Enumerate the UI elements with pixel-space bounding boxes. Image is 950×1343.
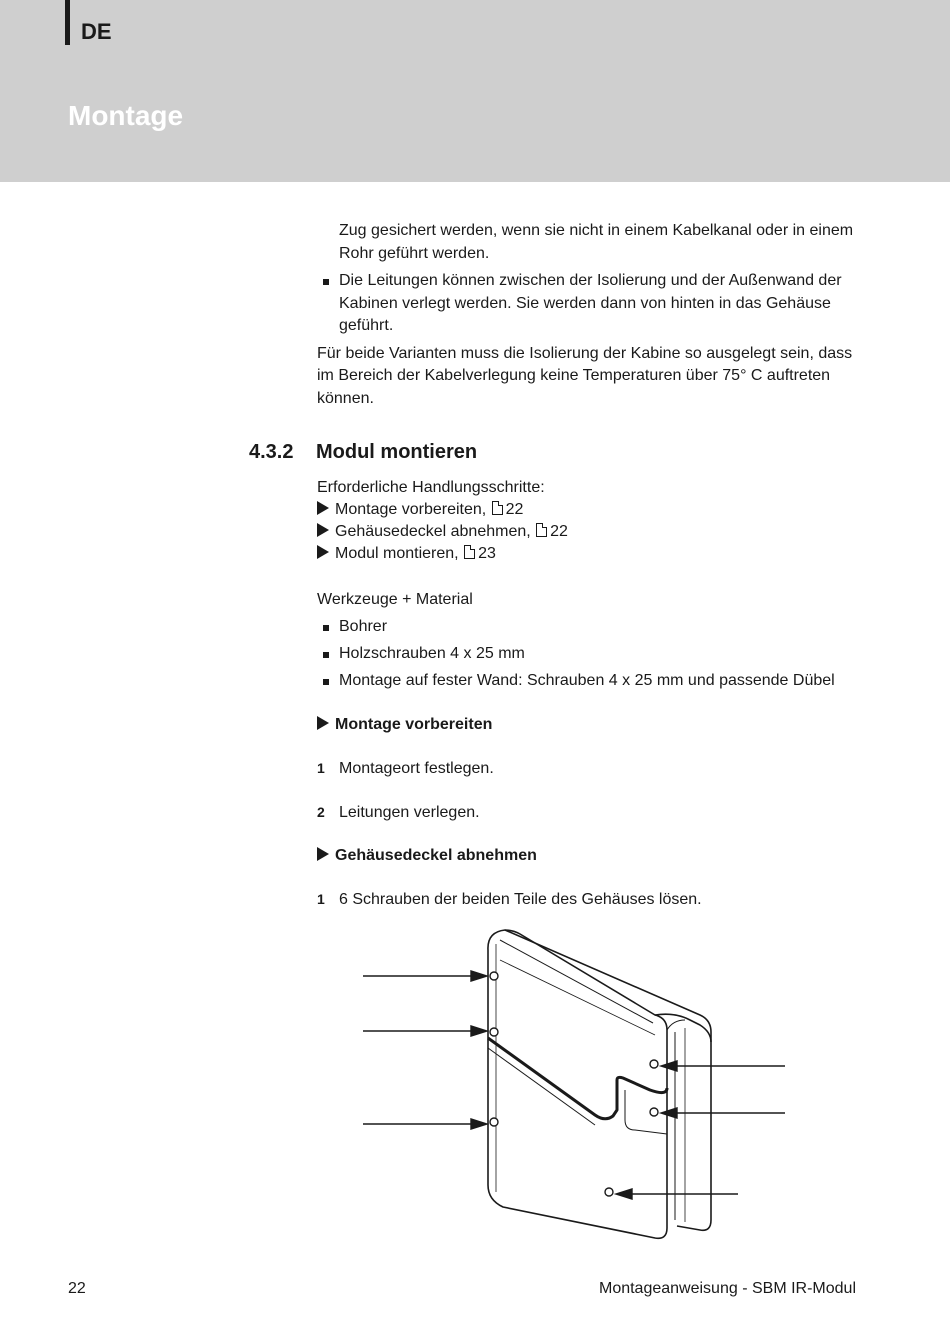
housing-illustration [355, 920, 795, 1240]
page-number: 22 [68, 1280, 86, 1297]
arrow-right-icon [317, 501, 329, 515]
page-icon [492, 501, 503, 515]
paragraph: Für beide Varianten muss die Isolierung der Kabine so ausgelegt sein, dass im Bereich der Kabelverlegung keine Temperaturen über 75° C auftreten können. [317, 344, 853, 407]
step-item: 1 Montageort festlegen. [317, 760, 494, 777]
page-header [0, 0, 950, 182]
section-title: Modul montieren [316, 441, 478, 463]
step-item: 1 6 Schrauben der beiden Teile des Gehäuses lösen. [317, 891, 702, 908]
section-number: 4.3.2 [249, 441, 294, 463]
chapter-title: Montage [68, 100, 184, 131]
language-label: DE [81, 19, 112, 44]
page-icon [536, 523, 547, 537]
continuation-text: Zug gesichert werden, wenn sie nicht in einem Kabelkanal oder in einem Rohr geführt werden. [339, 222, 854, 262]
procedure-prepare [317, 714, 862, 911]
lang-marker-bar [65, 0, 70, 45]
tools-list [317, 589, 862, 692]
required-item[interactable]: Gehäusedeckel abnehmen, 22 [317, 521, 862, 543]
arrow-right-icon [317, 847, 329, 861]
page-icon [464, 545, 475, 559]
tools-label: Werkzeuge + Material [317, 591, 473, 608]
arrow-right-icon [317, 523, 329, 537]
required-label: Erforderliche Handlungsschritte: [317, 479, 545, 496]
tool-item: Montage auf fester Wand: Schrauben 4 x 25 mm und passende Dübel [317, 670, 862, 692]
tool-item: Holzschrauben 4 x 25 mm [317, 643, 862, 665]
arrow-right-icon [317, 545, 329, 559]
required-item[interactable]: Modul montieren, 23 [317, 543, 862, 565]
intro-text [317, 220, 862, 410]
procedure-heading: Montage vorbereiten [317, 714, 862, 736]
document-title: Montageanweisung - SBM IR-Modul [598, 1280, 856, 1297]
tool-item: Bohrer [317, 616, 862, 638]
step-item: 2 Leitungen verlegen. [317, 804, 480, 821]
bullet-item: Die Leitungen können zwischen der Isolierung und der Außenwand der Kabinen verlegt werden. Sie werden dann von hinten in das Gehäuse geführt. [317, 270, 862, 338]
required-item[interactable]: Montage vorbereiten, 22 [317, 499, 862, 521]
section-heading [249, 441, 477, 464]
required-steps [317, 477, 862, 565]
arrow-right-icon [317, 716, 329, 730]
procedure-heading: Gehäusedeckel abnehmen [317, 845, 862, 867]
